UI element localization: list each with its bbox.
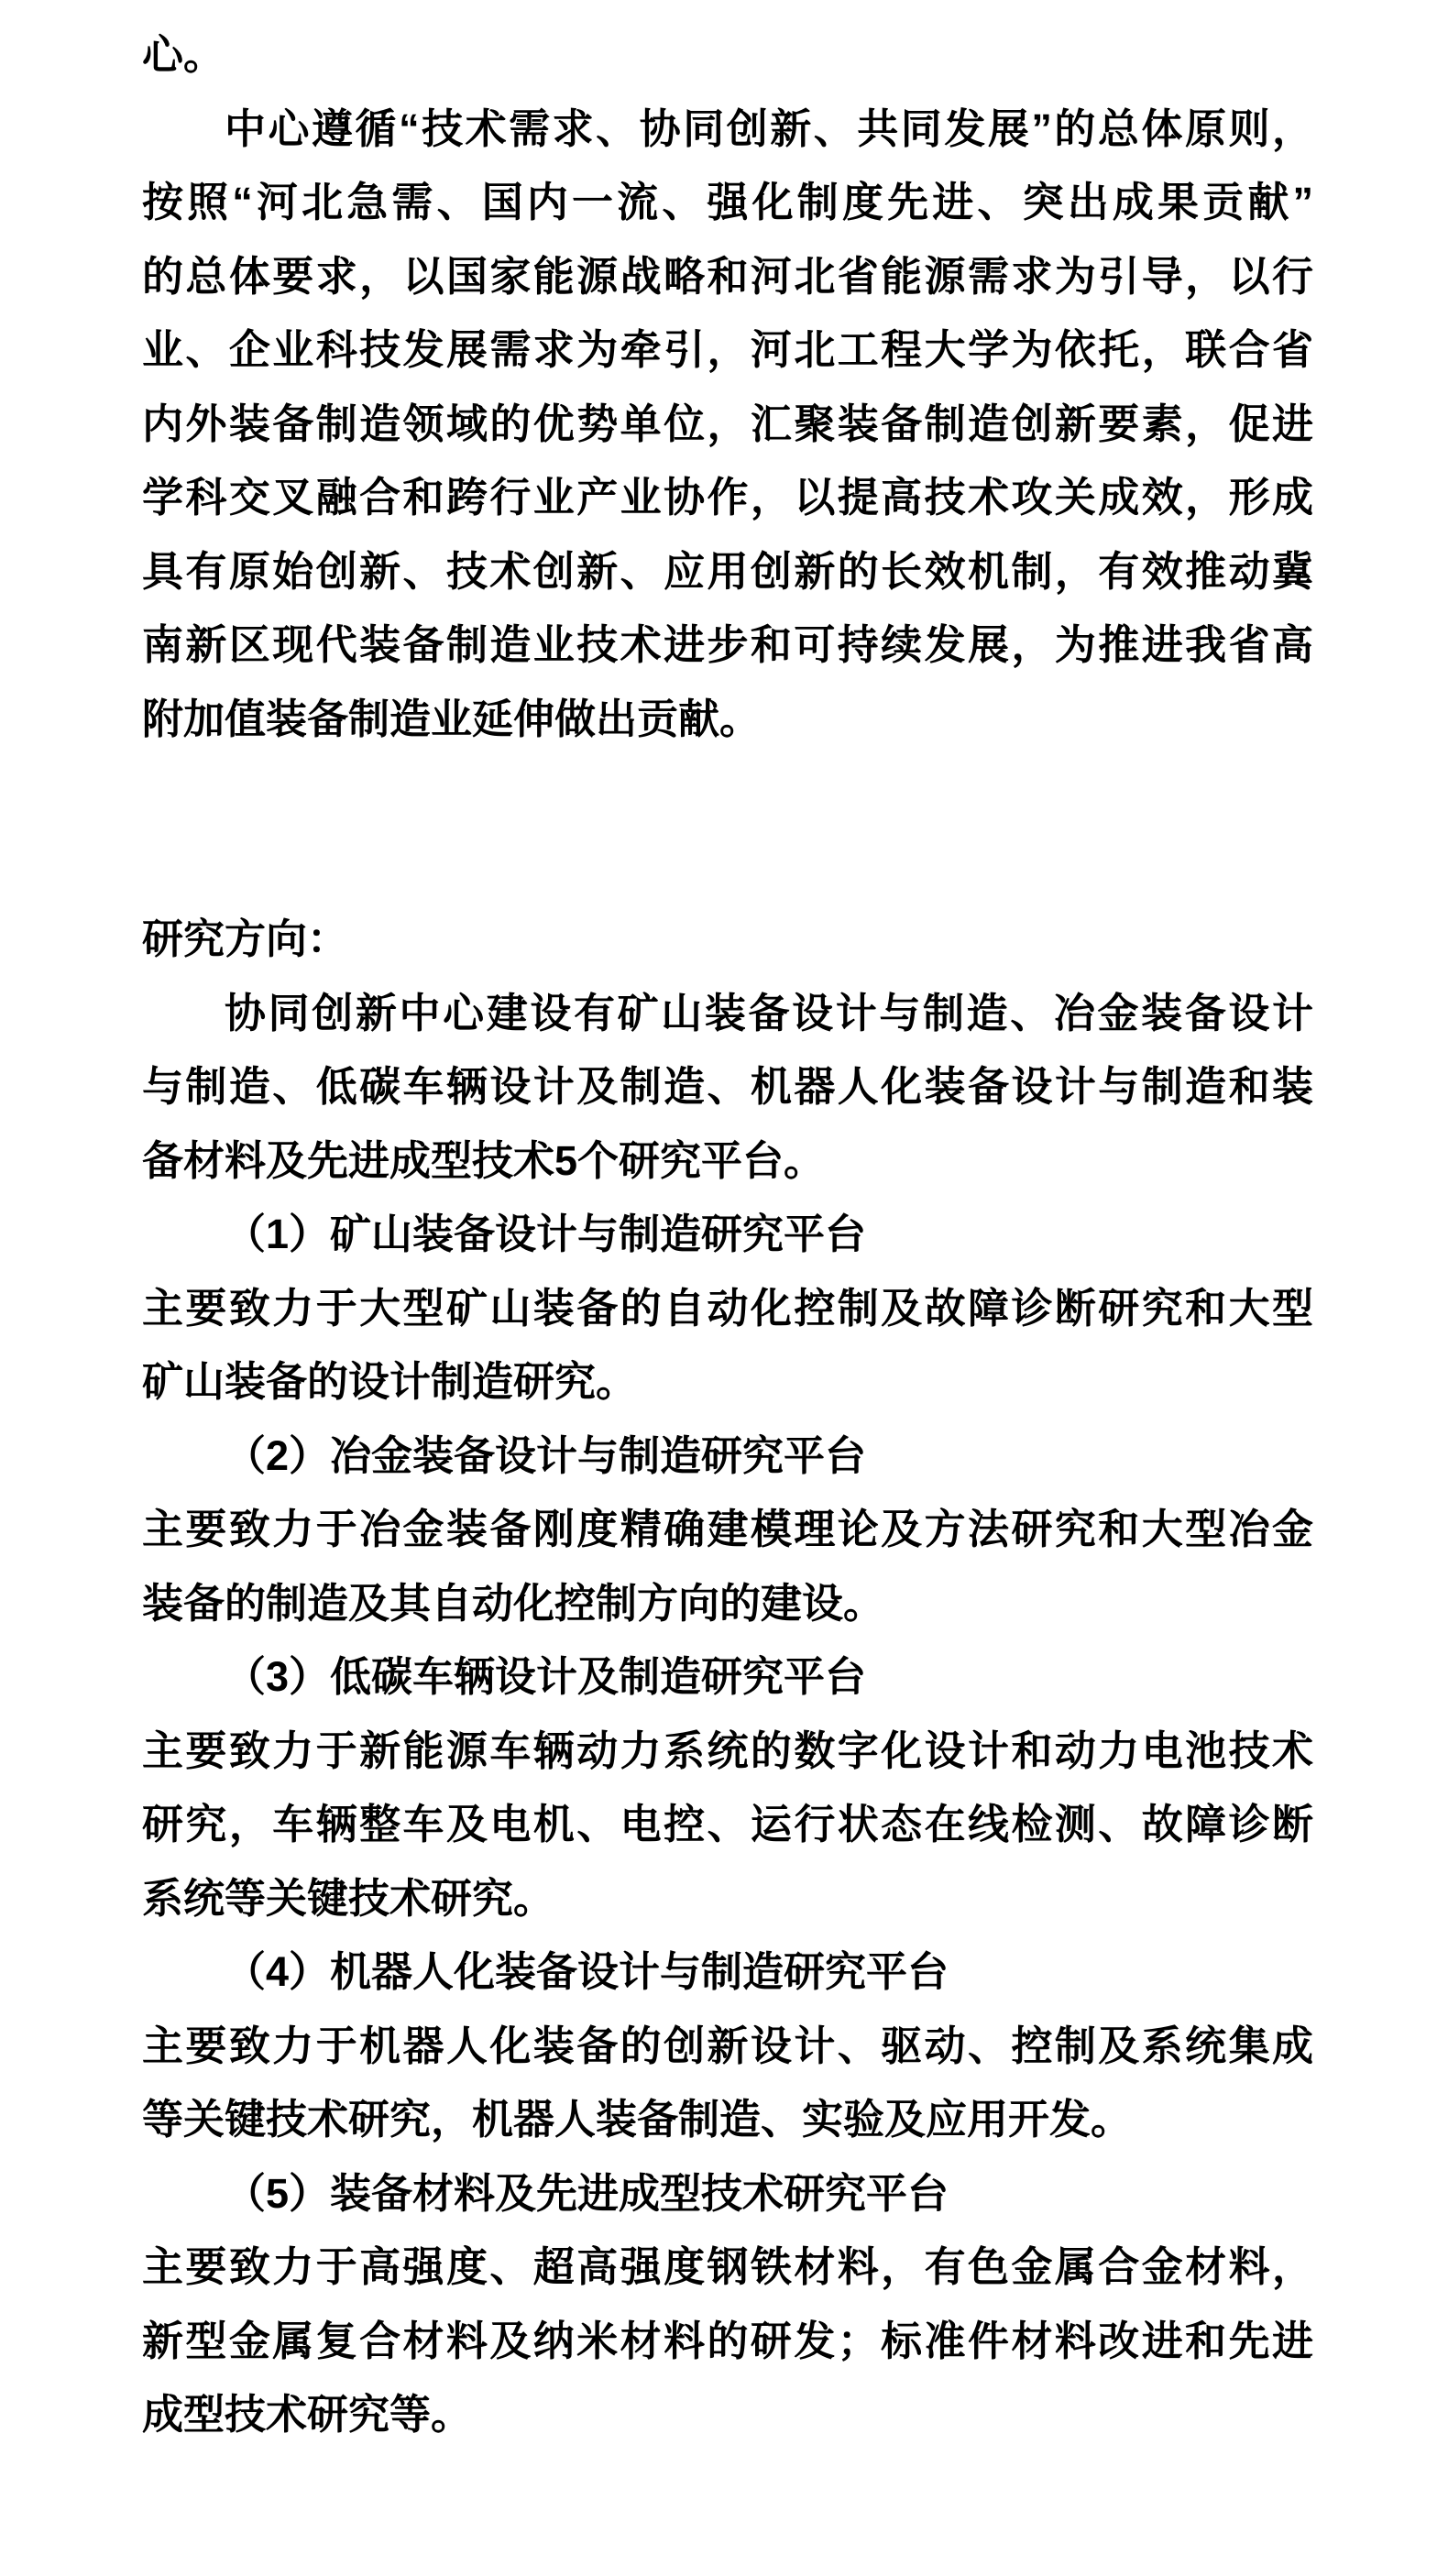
paragraph-gap xyxy=(142,756,1313,903)
heading-platform-3 xyxy=(142,1640,1313,1715)
text-line: 中心遵循“技术需求、协同创新、共同发展”的总体原则， xyxy=(225,104,1313,152)
paragraph-platforms-overview xyxy=(142,977,1313,1199)
text-line: （4）机器人化装备设计与制造研究平台 xyxy=(225,1948,949,1995)
text-line: 新型金属复合材料及纳米材料的研发；标准件材料改进和先进 xyxy=(142,2317,1313,2364)
text-line: （2）冶金装备设计与制造研究平台 xyxy=(225,1431,867,1479)
text-line: （5）装备材料及先进成型技术研究平台 xyxy=(225,2169,949,2217)
text-line: 主要致力于大型矿山装备的自动化控制及故障诊断研究和大型 xyxy=(142,1284,1313,1332)
text-line: 与制造、低碳车辆设计及制造、机器人化装备设计与制造和装 xyxy=(142,1063,1313,1110)
text-line: 研究，车辆整车及电机、电控、运行状态在线检测、故障诊断 xyxy=(142,1801,1313,1847)
text-line: 学科交叉融合和跨行业产业协作，以提高技术攻关成效，形成 xyxy=(142,474,1313,521)
text-line: 按照“河北急需、国内一流、强化制度先进、突出成果贡献” xyxy=(142,179,1313,225)
heading-platform-4 xyxy=(142,1935,1313,2010)
section-heading-research-directions xyxy=(142,903,1313,977)
text-line: 附加值装备制造业延伸做出贡献。 xyxy=(142,695,762,742)
paragraph-platform-5 xyxy=(142,2231,1313,2452)
paragraph-tail xyxy=(142,18,1313,93)
section-heading-text: 研究方向： xyxy=(142,915,349,962)
text-line: 主要致力于新能源车辆动力系统的数字化设计和动力电池技术 xyxy=(142,1726,1313,1774)
heading-platform-2 xyxy=(142,1420,1313,1494)
text-line: 系统等关键技术研究。 xyxy=(142,1874,555,1922)
text-line: 等关键技术研究，机器人装备制造、实验及应用开发。 xyxy=(142,2096,1133,2143)
text-line: 具有原始创新、技术创新、应用创新的长效机制，有效推动冀 xyxy=(142,547,1313,595)
paragraph-platform-4 xyxy=(142,2010,1313,2157)
paragraph-platform-2 xyxy=(142,1493,1313,1640)
text-line: 协同创新中心建设有矿山装备设计与制造、冶金装备设计 xyxy=(225,989,1313,1036)
text-line: 主要致力于冶金装备刚度精确建模理论及方法研究和大型冶金 xyxy=(142,1506,1313,1552)
text-line: 矿山装备的设计制造研究。 xyxy=(142,1358,638,1405)
text-line: 南新区现代装备制造业技术进步和可持续发展，为推进我省高 xyxy=(142,621,1313,668)
text-line: 心。 xyxy=(142,31,225,78)
text-line: 主要致力于高强度、超高强度钢铁材料，有色金属合金材料， xyxy=(142,2243,1313,2290)
text-line: 业、企业科技发展需求为牵引，河北工程大学为依托，联合省 xyxy=(142,326,1313,373)
text-line: 的总体要求，以国家能源战略和河北省能源需求为引导，以行 xyxy=(142,252,1313,300)
text-line: 成型技术研究等。 xyxy=(142,2391,473,2438)
heading-platform-5 xyxy=(142,2157,1313,2231)
text-line: 内外装备制造领域的优势单位，汇聚装备制造创新要素，促进 xyxy=(142,400,1313,447)
paragraph-center-overview xyxy=(142,93,1313,757)
heading-platform-1 xyxy=(142,1198,1313,1272)
text-line: 备材料及先进成型技术5个研究平台。 xyxy=(142,1136,826,1184)
text-line: （1）矿山装备设计与制造研究平台 xyxy=(225,1211,867,1257)
text-line: （3）低碳车辆设计及制造研究平台 xyxy=(225,1653,867,1700)
paragraph-platform-1 xyxy=(142,1272,1313,1420)
text-line: 装备的制造及其自动化控制方向的建设。 xyxy=(142,1579,885,1627)
text-line: 主要致力于机器人化装备的创新设计、驱动、控制及系统集成 xyxy=(142,2022,1313,2069)
paragraph-platform-3 xyxy=(142,1715,1313,1936)
